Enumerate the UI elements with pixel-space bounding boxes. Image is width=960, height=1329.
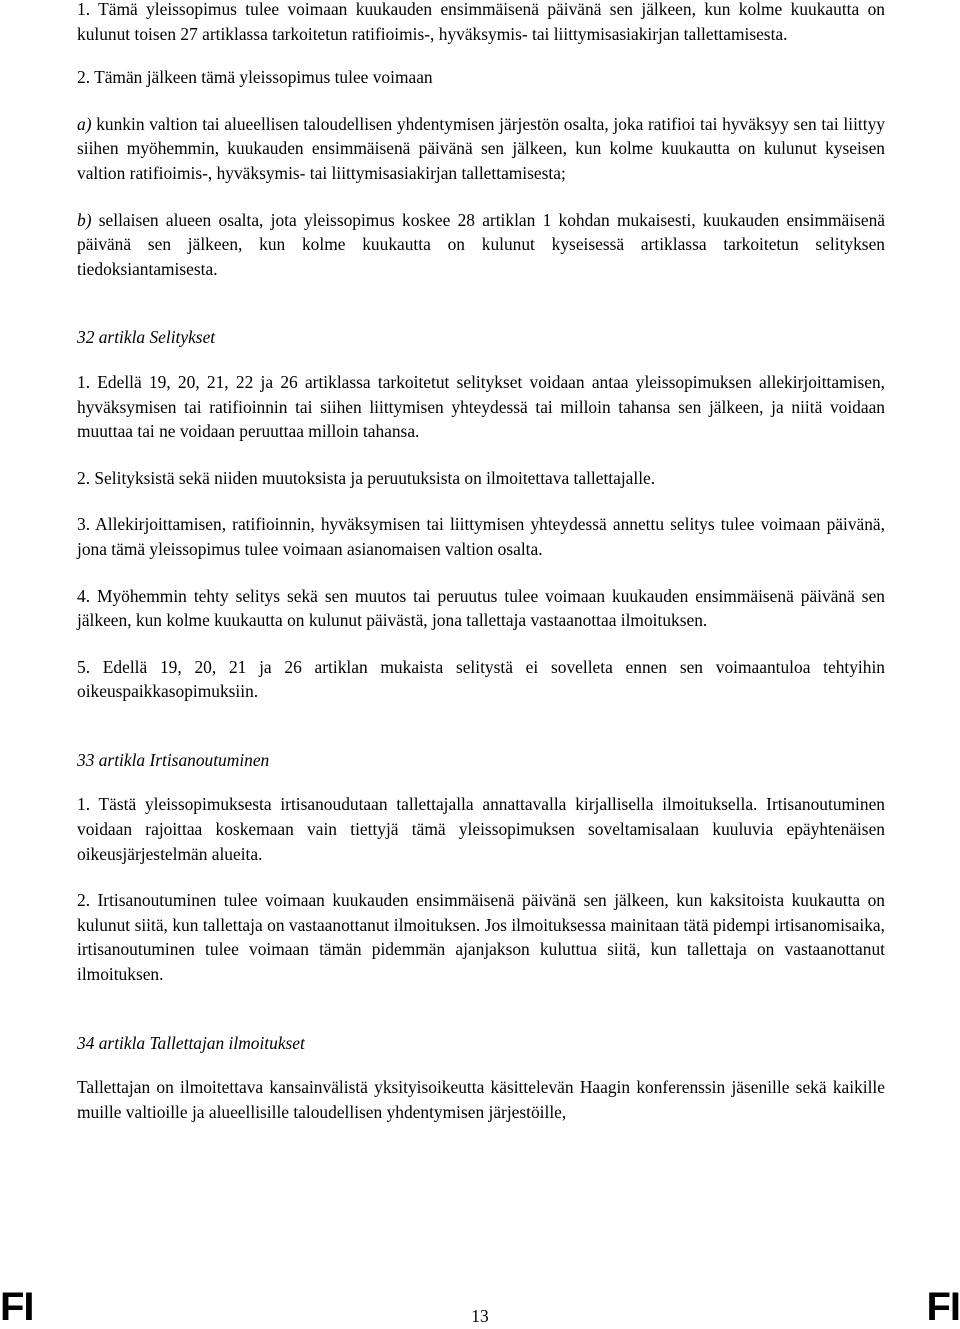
footer-language-code-right: FI xyxy=(926,1285,960,1329)
article-32-paragraph-2: 2. Selityksistä sekä niiden muutoksista ja peruutuksista on ilmoitettava tallettajalle. xyxy=(77,467,656,488)
document-body xyxy=(77,0,885,1124)
article-32-paragraph-1: 1. Edellä 19, 20, 21, 22 ja 26 artiklassa tarkoitetut selitykset voidaan antaa yleissopimuksen allekirjoittamisen, hyväksymisen tai ratifioinnin tai siihen liittymisen yhteydessä tai milloin tahansa sen jälkeen, ja niitä voidaan muuttaa tai ne voidaan peruuttaa milloin tahansa. xyxy=(77,371,885,442)
item-a-label: a) xyxy=(77,113,92,134)
article-31-item-b xyxy=(77,208,885,282)
article-33-heading: 33 artikla Irtisanoutuminen xyxy=(77,749,270,770)
article-33-paragraph-1: 1. Tästä yleissopimuksesta irtisanoudutaan tallettajalla annattavalla kirjallisella ilmoituksella. Irtisanoutuminen voidaan rajoittaa koskemaan vain tiettyjä tämä yleissopimuksen soveltamisalaan kuuluvia epäyhtenäisen oikeusjärjestelmän alueita. xyxy=(77,794,885,864)
article-34-paragraph: Tallettajan on ilmoitettava kansainvälistä yksityisoikeutta käsittelevän Haagin konferenssin jäsenille sekä kaikille muille valtioille ja alueellisille taloudellisen yhdentymisen järjestöille, xyxy=(77,1077,885,1122)
item-a-text: kunkin valtion tai alueellisen taloudellisen yhdentymisen järjestön osalta, joka ratifioi tai hyväksyy sen tai liittyy siihen myöhemmin, kuukauden ensimmäisenä päivänä sen jälkeen, kun kolme kuukautta on kulunut kyseisen valtion ratifioimis-, hyväksymis- tai liittymisasiakirjan tallettamisesta; xyxy=(77,113,885,183)
article-32-paragraph-5: 5. Edellä 19, 20, 21 ja 26 artiklan mukaista selitystä ei sovelleta ennen sen voimaantuloa tehtyihin oikeuspaikkasopimuksiin. xyxy=(77,656,885,702)
article-32-paragraph-3: 3. Allekirjoittamisen, ratifioinnin, hyväksymisen tai liittymisen yhteydessä annettu selitys tulee voimaan päivänä, jona tämä yleissopimus tulee voimaan asianomaisen valtion osalta. xyxy=(77,514,885,559)
article-33-paragraph-2: 2. Irtisanoutuminen tulee voimaan kuukauden ensimmäisenä päivänä sen jälkeen, kun kaksitoista kuukautta on kulunut siitä, kun tallettaja on vastaanottanut ilmoituksen. Jos ilmoituksessa mainitaan tätä pidempi irtisanomisaika, irtisanoutuminen tulee voimaan tämän pidemmän ajanjakson kuluttua siitä, kun tallettaja on vastaanottanut ilmoituksen. xyxy=(77,890,885,985)
article-32-paragraph-4: 4. Myöhemmin tehty selitys sekä sen muutos tai peruutus tulee voimaan kuukauden ensimmäisenä päivänä sen jälkeen, kun kolme kuukautta on kulunut päivästä, jona tallettaja vastaanottaa ilmoituksen. xyxy=(77,585,885,631)
article-32-heading: 32 artikla Selitykset xyxy=(77,327,216,348)
footer-language-code-left: FI xyxy=(0,1285,34,1329)
article-31-paragraph-1: 1. Tämä yleissopimus tulee voimaan kuukauden ensimmäisenä päivänä sen jälkeen, kun kolme kuukautta on kulunut toisen 27 artiklassa tarkoitetun ratifioimis-, hyväksymis- tai liittymisasiakirjan tallettamisesta. xyxy=(77,0,885,44)
item-b-text: sellaisen alueen osalta, jota yleissopimus koskee 28 artiklan 1 kohdan mukaisesti, kuukauden ensimmäisenä päivänä sen jälkeen, kun kolme kuukautta on kulunut kyseisessä artiklassa tarkoitetun selityksen tiedoksiantamisesta. xyxy=(77,209,885,279)
article-31-item-a xyxy=(77,112,885,186)
article-31-paragraph-2: 2. Tämän jälkeen tämä yleissopimus tulee voimaan xyxy=(77,67,433,88)
article-34-heading: 34 artikla Tallettajan ilmoitukset xyxy=(77,1032,305,1053)
page-number: 13 xyxy=(471,1306,489,1326)
item-b-label: b) xyxy=(77,209,92,230)
